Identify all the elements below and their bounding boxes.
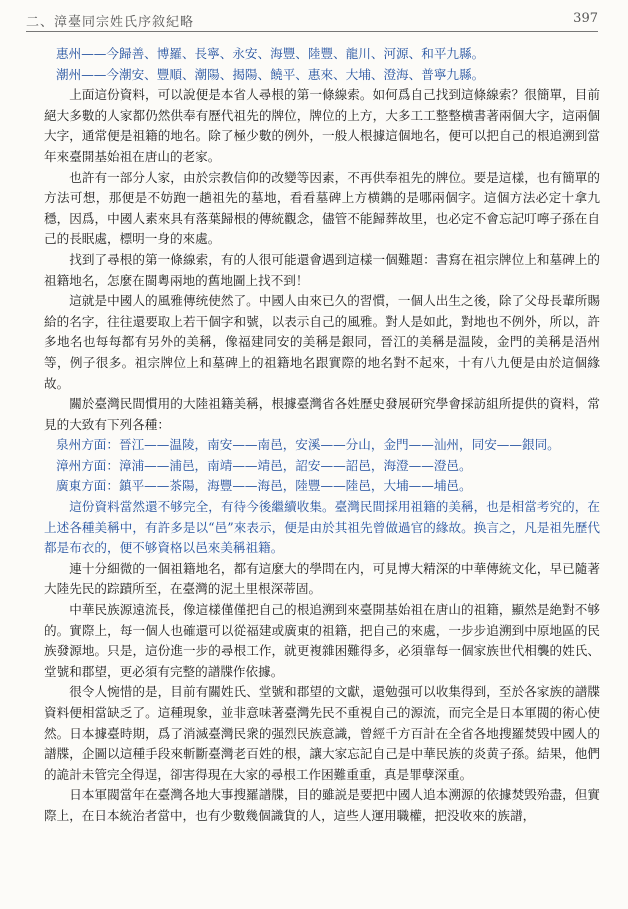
paragraph: 中華民族源遠流長，像這樣僅僅把自己的根追溯到來臺開基始祖在唐山的祖籍，顯然是絶對不够的。實際上，每一個人也確還可以從福建或廣東的祖籍，把自己的來處，一步步追溯到中原地區的民族發源地。只是，這份進一步的尋根工作，就更複雜困難得多，必須靠每一個家族世代相襲的姓氏、堂號和郡望，更必須有完整的譜牒作依據。	[44, 602, 600, 679]
running-title: 二、漳臺同宗姓氏序敘紀略	[26, 15, 195, 30]
body-text	[44, 44, 600, 902]
paragraph: 這就是中國人的風雅傳统使然了。中國人由來已久的習慣，一個人出生之後，除了父母長輩所賜給的名字，往往還要取上若干個字和號，以表示自己的風雅。對人是如此，對地也不例外，所以，許多地名也每每都有另外的美稱，像福建同安的美稱是銀同，晉江的美稱是温陵，金門的美稱是浯州等，例子很多。祖宗牌位上和墓碑上的祖籍地名跟實際的地名對不起來，十有八九便是由於這個緣故。	[44, 293, 600, 391]
list-item-zhangzhou: 漳州方面：漳浦——浦邑，南靖——靖邑，詔安——詔邑，海澄——澄邑。	[56, 457, 472, 473]
paragraph: 連十分細微的一個祖籍地名，都有這麼大的學問在内，可見博大精深的中華傳統文化，早已隨著大陸先民的踪蹟所至，在臺灣的泥土里根深蒂固。	[44, 560, 600, 597]
header-rule	[26, 31, 598, 32]
paragraph: 這份資料當然還不够完全，有待今後繼續收集。臺灣民間採用祖籍的美稱，也是相當考究的，在上述各種美稱中，有許多是以“邑”來表示，便是由於其祖先曾做過官的緣故。换言之，凡是祖先歷代都是布衣的，便不够資格以邑來美稱祖籍。	[44, 499, 600, 556]
paragraph: 很令人惋惜的是，目前有關姓氏、堂號和郡望的文獻，還勉强可以收集得到，至於各家族的譜牒資料便相當缺乏了。這種現象，並非意味著臺灣先民不重視自己的源流，而完全是日本軍閥的術心使然。日本據臺時期，爲了消滅臺灣民衆的强烈民族意識，曾經千方百計在全省各地搜羅焚毁中國人的譜牒，企圖以這種手段來斬斷臺灣老百姓的根，讓大家忘記自己是中華民族的炎黄子孫。結果，他們的詭計未管完全得逞，卻害得現在大家的尋根工作困難重重，真是罪孽深重。	[44, 684, 600, 782]
paragraph: 上面這份資料，可以說便是本省人尋根的第一條線索。如何爲自己找到這條線索？很簡單，目前絕大多數的人家都仍然供奉有歷代祖先的牌位，牌位的上方，大多工工整整横書著兩個大字，這兩個大字，通常便是祖籍的地名。除了極少數的例外，一般人根據這個地名，便可以把自己的根追溯到當年來臺開基始祖在唐山的老家。	[44, 87, 600, 164]
list-item-huizhou: 惠州——今歸善、博羅、長寧、永安、海豐、陸豐、龍川、河源、和平九縣。	[56, 46, 485, 61]
page-header	[0, 0, 628, 30]
paragraph: 也許有一部分人家，由於宗教信仰的改變等因素，不再供奉祖先的牌位。要是這樣，也有簡單的方法可想，那便是不妨跑一趟祖先的墓地，看看墓碑上方横鐫的是哪兩個字。這個方法必定十拿九穩，因爲，中國人素來具有落葉歸根的傳統觀念，儘管不能歸葬故里，也必定不會忘記叮嚀子孫在自己的長眠處，標明一身的來處。	[44, 169, 600, 247]
paragraph: 日本軍閥當年在臺灣各地大事搜羅譜牒，目的雖説是要把中國人追本溯源的依據焚毁殆盡，但實際上，在日本統治者當中，也有少數幾個識貨的人，這些人運用職權，把没收來的族譜，	[44, 787, 600, 823]
list-item-chaozhou: 潮州——今潮安、豐順、潮陽、揭陽、饒平、惠來、大埔、澄海、普寧九縣。	[56, 66, 485, 82]
list-item-guangdong: 廣東方面：鎮平——茶陽，海豐——海邑，陸豐——陸邑，大埔——埔邑。	[56, 478, 472, 494]
paragraph: 找到了尋根的第一條線索，有的人很可能還會遇到這樣一個難題：書寫在祖宗牌位上和墓碑上的祖籍地名，怎麼在閩粵兩地的舊地圖上找不到！	[44, 251, 600, 288]
list-item-quanzhou: 泉州方面：晉江——温陵，南安——南邑，安溪——分山，金門——汕州，同安——銀同。	[56, 437, 560, 453]
paragraph: 關於臺灣民間慣用的大陸祖籍美稱，根據臺灣省各姓歷史發展研究學會採訪組所提供的資料，常見的大致有下列各種：	[44, 396, 600, 432]
page-number: 397	[573, 11, 598, 26]
